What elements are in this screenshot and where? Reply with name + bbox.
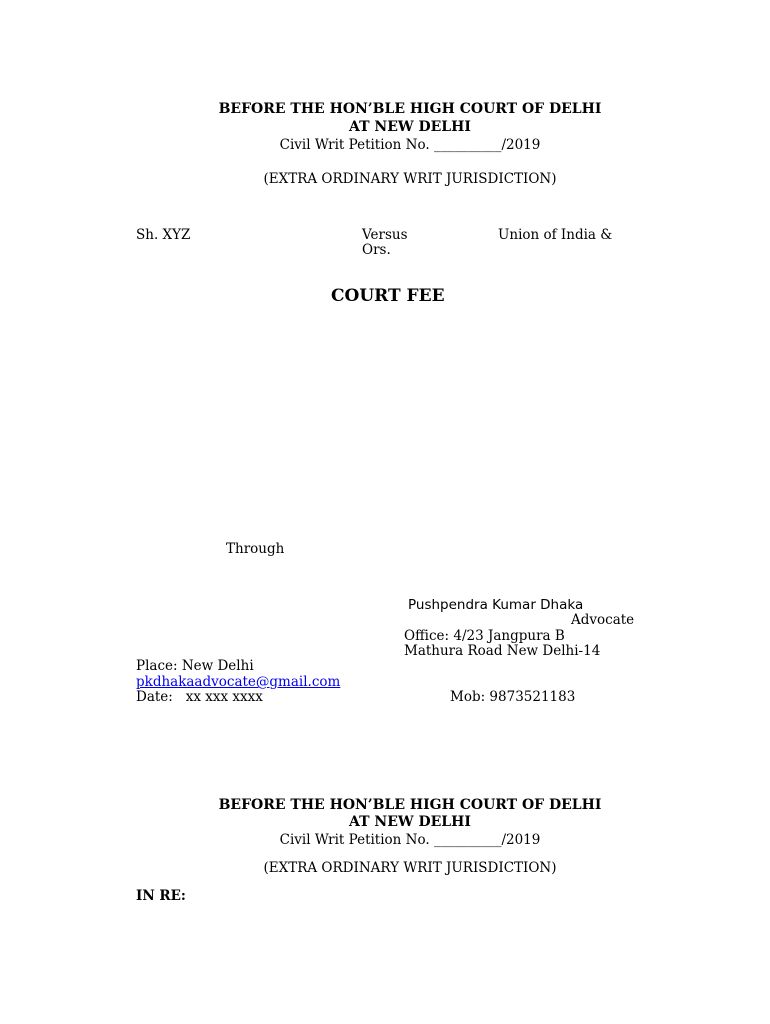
court-heading-2: BEFORE THE HON’BLE HIGH COURT OF DELHI (218, 797, 602, 813)
court-location: AT NEW DELHI (349, 119, 471, 135)
petition-number: Civil Writ Petition No. __________/2019 (279, 137, 541, 153)
through-label: Through (226, 541, 285, 557)
petition-number-2: Civil Writ Petition No. __________/2019 (279, 832, 541, 848)
petitioner: Sh. XYZ (136, 227, 191, 243)
jurisdiction-2: (EXTRA ORDINARY WRIT JURISDICTION) (263, 860, 557, 876)
office-address-2: Mathura Road New Delhi-14 (404, 643, 601, 659)
jurisdiction: (EXTRA ORDINARY WRIT JURISDICTION) (263, 171, 557, 187)
date: Date: xx xxx xxxx (136, 689, 263, 705)
mobile: Mob: 9873521183 (450, 689, 576, 705)
court-heading: BEFORE THE HON’BLE HIGH COURT OF DELHI (218, 101, 602, 117)
in-re: IN RE: (136, 888, 186, 904)
respondent: Union of India & (498, 227, 613, 243)
advocate-role: Advocate (571, 612, 635, 628)
email-link[interactable]: pkdhakaadvocate@gmail.com (136, 674, 341, 690)
advocate-name: Pushpendra Kumar Dhaka (408, 597, 584, 613)
court-location-2: AT NEW DELHI (349, 814, 471, 830)
respondent-cont: Ors. (362, 242, 391, 258)
document-title: COURT FEE (331, 286, 445, 306)
office-address-1: Office: 4/23 Jangpura B (404, 628, 565, 644)
place: Place: New Delhi (136, 658, 254, 674)
versus: Versus (362, 227, 408, 243)
